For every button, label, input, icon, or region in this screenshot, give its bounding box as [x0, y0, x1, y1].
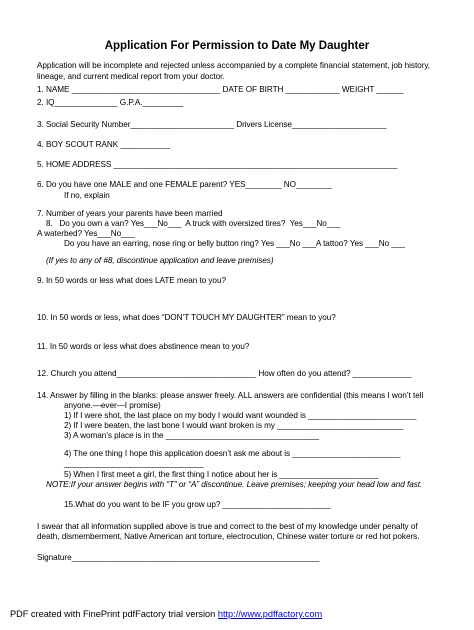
question-6-explain: If no, explain	[64, 191, 110, 200]
question-11-abstinence: 11. In 50 words or less what does abstinence mean to you?	[37, 342, 250, 351]
question-14-note: NOTE:If your answer begins with “T” or “A” discontinue. Leave premises; keeping your head low and fast.	[46, 480, 423, 489]
footer-link[interactable]: http://www.pdffactory.com	[217, 609, 323, 619]
question-4-scout-rank: 4. BOY SCOUT RANK ___________	[37, 140, 170, 149]
question-9-late: 9. In 50 words or less what does LATE mean to you?	[37, 276, 226, 285]
intro-line-2: lineage, and current medical report from your doctor.	[37, 72, 225, 81]
question-8-waterbed: A waterbed? Yes___No___	[37, 229, 135, 238]
question-8-note: (If yes to any of #8, discontinue application and leave premises)	[46, 256, 274, 265]
question-1-name: 1. NAME _________________________________ DATE OF BIRTH ____________ WEIGHT ______	[37, 85, 404, 94]
question-10-dont-touch: 10. In 50 words or less, what does “DON’T TOUCH MY DAUGHTER” mean to you?	[37, 313, 336, 322]
question-8-van: 8. Do you own a van? Yes___No___ A truck with oversized tires? Yes___No___	[46, 219, 341, 228]
intro-line-1: Application will be incomplete and rejected unless accompanied by a complete financial statement, job history,	[37, 61, 431, 70]
oath-line-2: death, dismemberment, Native American ant torture, electrocution, Chinese water torture or red hot pokers.	[37, 532, 420, 541]
question-12-church: 12. Church you attend_______________________________ How often do you attend? _____________	[37, 369, 412, 378]
question-2-iq: 2. IQ______________ G.P.A._________	[37, 98, 184, 107]
footer-text: PDF created with FinePrint pdfFactory trial version	[10, 609, 218, 619]
oath-line-1: I swear that all information supplied above is true and correct to the best of my knowledge under penalty of	[37, 522, 418, 531]
signature-line: Signature_______________________________________________________	[37, 553, 320, 562]
question-14-hope-blank: _______________________________	[64, 459, 204, 468]
question-14-beaten: 2) If I were beaten, the last bone I would want broken is my ____________________________	[64, 421, 404, 430]
question-3-ssn: 3. Social Security Number_______________________ Drivers License_____________________	[37, 120, 387, 129]
question-14-womans-place: 3) A woman’s place is in the __________________________________	[64, 431, 319, 440]
question-14-shot: 1) If I were shot, the last place on my body I would want wounded is ________________________	[64, 411, 417, 420]
page-title: Application For Permission to Date My Daughter	[104, 40, 370, 52]
question-8-earring: Do you have an earring, nose ring or belly button ring? Yes ___No ___A tattoo? Yes ___No ___	[64, 239, 405, 248]
question-7-married: 7. Number of years your parents have been married	[37, 209, 223, 218]
question-14-intro-1: 14. Answer by filling in the blanks: please answer freely. ALL answers are confidential (this means I won’t tell	[37, 391, 424, 400]
question-6-parents: 6. Do you have one MALE and one FEMALE parent? YES________ NO________	[37, 180, 332, 189]
footer	[10, 609, 322, 619]
question-14-intro-2: anyone.—ever—I promise)	[64, 401, 161, 410]
question-15-grow-up: 15.What do you want to be IF you grow up? ________________________	[64, 500, 331, 509]
question-14-hope: 4) The one thing I hope this application doesn’t ask me about is ________________________	[64, 449, 401, 458]
question-5-address: 5. HOME ADDRESS _______________________________________________________________	[37, 160, 398, 169]
question-14-first-meet: 5) When I first meet a girl, the first thing I notice about her is ______________________	[64, 470, 379, 479]
